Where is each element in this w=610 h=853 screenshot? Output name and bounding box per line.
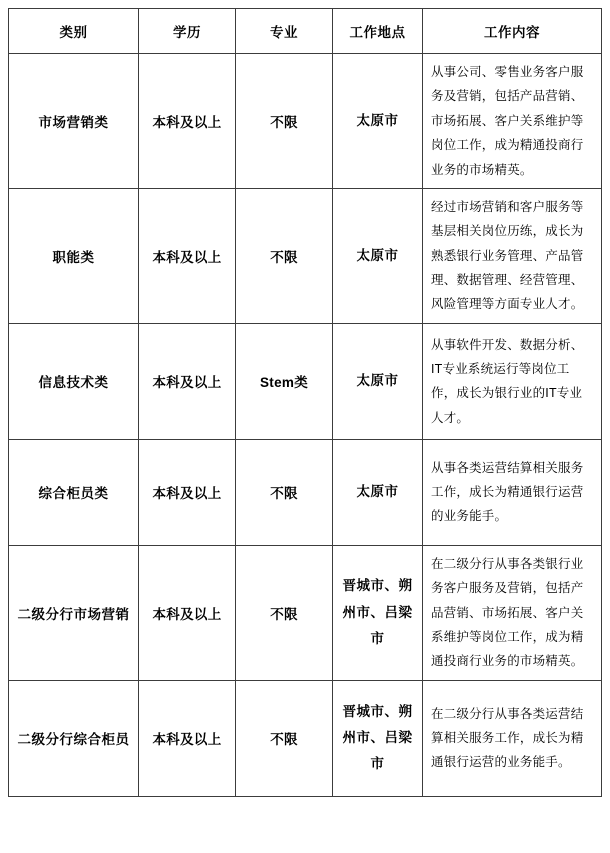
cell-education: 本科及以上 [139,680,236,796]
cell-duties: 在二级分行从事各类运营结算相关服务工作，成长为精通银行运营的业务能手。 [423,680,602,796]
cell-location: 太原市 [333,323,423,439]
cell-duties: 在二级分行从事各类银行业务客户服务及营销，包括产品营销、市场拓展、客户关系维护等岗位工作，成为精通投商行业务的市场精英。 [423,545,602,680]
cell-location: 太原市 [333,54,423,189]
cell-category: 综合柜员类 [9,439,139,545]
cell-major: Stem类 [236,323,333,439]
table-body [9,54,602,797]
table-row [9,54,602,189]
cell-location: 晋城市、朔州市、吕梁市 [333,680,423,796]
table-row [9,545,602,680]
table-row [9,680,602,796]
column-header-education: 学历 [139,9,236,54]
table-row [9,323,602,439]
cell-location: 晋城市、朔州市、吕梁市 [333,545,423,680]
cell-education: 本科及以上 [139,545,236,680]
table-header-row [9,9,602,54]
cell-location: 太原市 [333,188,423,323]
table-header [9,9,602,54]
cell-category: 市场营销类 [9,54,139,189]
cell-duties: 从事各类运营结算相关服务工作，成长为精通银行运营的业务能手。 [423,439,602,545]
cell-major: 不限 [236,188,333,323]
cell-major: 不限 [236,545,333,680]
cell-duties: 经过市场营销和客户服务等基层相关岗位历练，成长为熟悉银行业务管理、产品管理、数据管理、经营管理、风险管理等方面专业人才。 [423,188,602,323]
cell-education: 本科及以上 [139,54,236,189]
cell-education: 本科及以上 [139,323,236,439]
column-header-category: 类别 [9,9,139,54]
cell-category: 二级分行市场营销 [9,545,139,680]
column-header-location: 工作地点 [333,9,423,54]
cell-duties: 从事公司、零售业务客户服务及营销，包括产品营销、市场拓展、客户关系维护等岗位工作，成为精通投商行业务的市场精英。 [423,54,602,189]
table-row [9,439,602,545]
cell-major: 不限 [236,439,333,545]
column-header-duties: 工作内容 [423,9,602,54]
cell-category: 信息技术类 [9,323,139,439]
cell-location: 太原市 [333,439,423,545]
cell-duties: 从事软件开发、数据分析、IT专业系统运行等岗位工作，成长为银行业的IT专业人才。 [423,323,602,439]
cell-education: 本科及以上 [139,188,236,323]
job-positions-table [8,8,602,797]
cell-education: 本科及以上 [139,439,236,545]
column-header-major: 专业 [236,9,333,54]
cell-major: 不限 [236,54,333,189]
cell-major: 不限 [236,680,333,796]
cell-category: 二级分行综合柜员 [9,680,139,796]
table-row [9,188,602,323]
cell-category: 职能类 [9,188,139,323]
